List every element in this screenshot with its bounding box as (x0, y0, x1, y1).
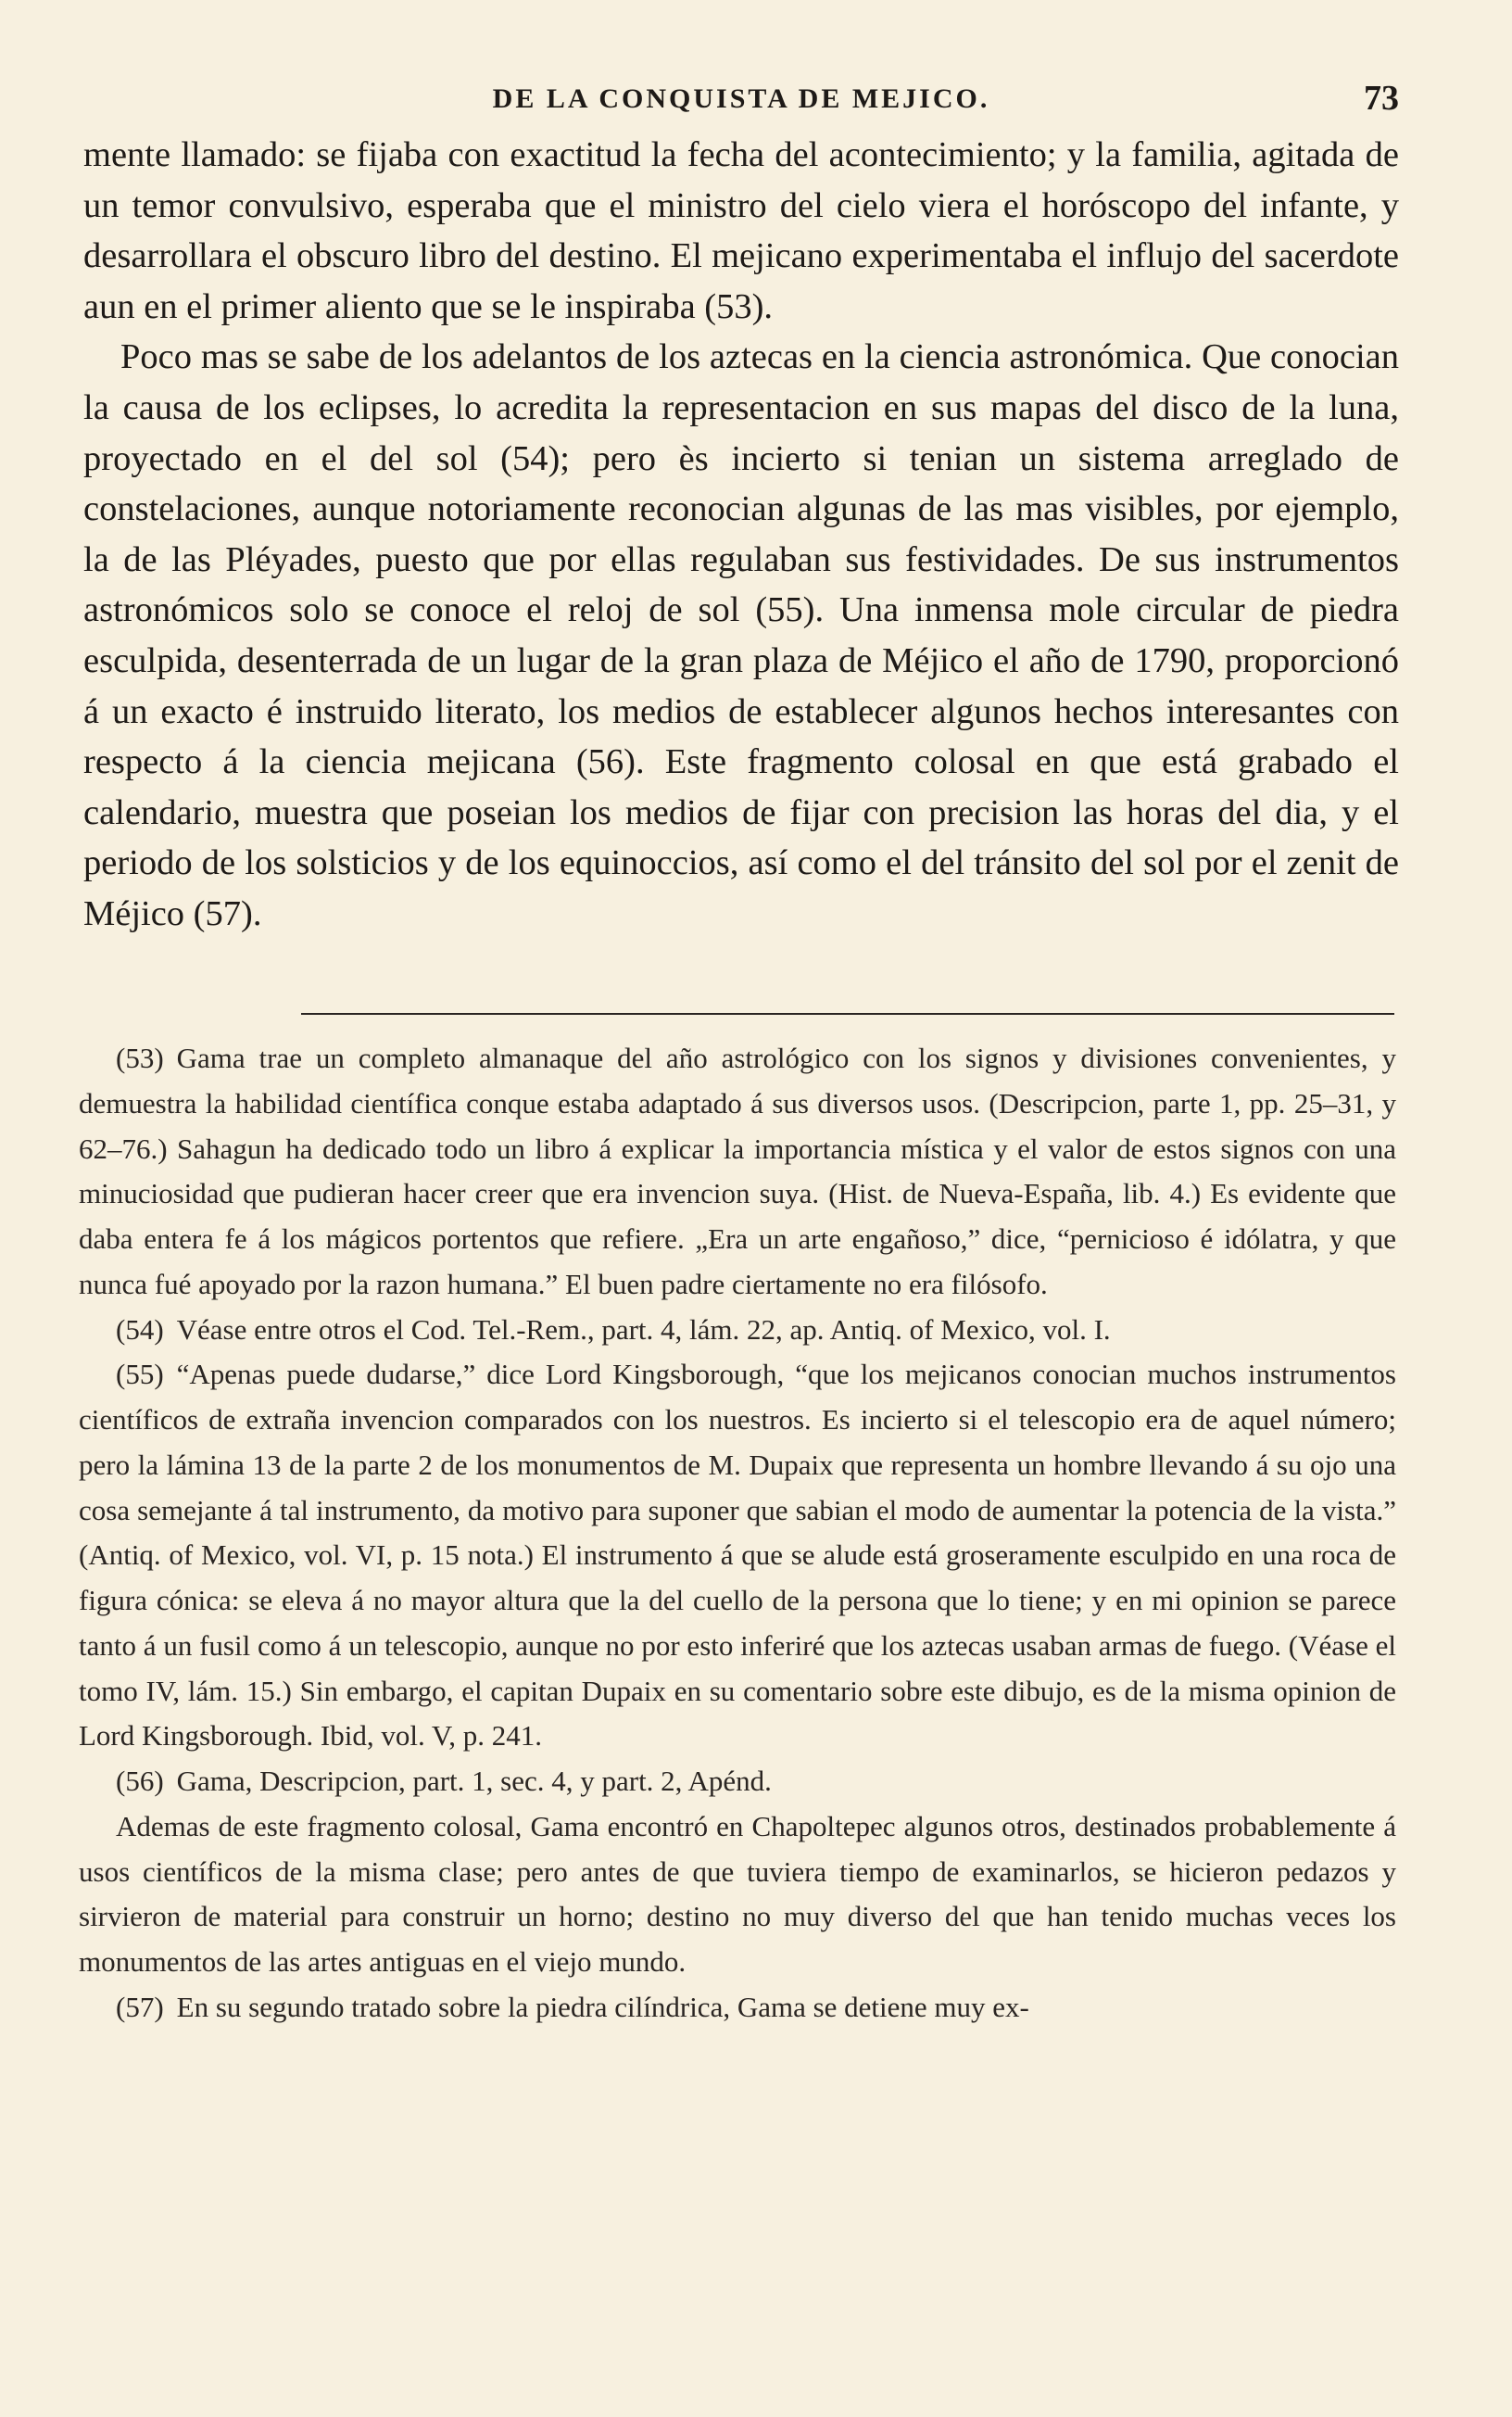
footnotes (79, 1036, 1396, 2031)
footnote (79, 1985, 1396, 2031)
footnote (79, 1036, 1396, 1308)
footnote-text: En su segundo tratado sobre la piedra cilíndrica, Gama se detiene muy ex- (176, 1990, 1029, 2023)
main-text (83, 130, 1399, 940)
footnote-text: Gama trae un completo almanaque del año astrológico con los signos y divisiones convenientes, y demuestra la habilidad científica conque estaba adaptado á sus diversos usos. (Descripcion, parte 1, pp. 25–31, y 62–76.) Sahagun ha dedicado todo un libro á explicar la importancia mística y el valor de estos signos con una minuciosidad que pudieran hacer creer que era invencion suya. (Hist. de Nueva-España, lib. 4.) Es evidente que daba entera fe á los mágicos portentos que refiere. „Era un arte engañoso,” dice, “pernicioso é idólatra, y que nunca fué apoyado por la razon humana.” El buen padre ciertamente no era filósofo. (79, 1042, 1396, 1300)
footnote-number: (57) (116, 1990, 164, 2023)
page-number: 73 (1364, 79, 1399, 118)
footnote-number: (56) (116, 1765, 164, 1797)
footnote (79, 1308, 1396, 1353)
footnote-number: (55) (116, 1358, 164, 1391)
footnote-number: (53) (116, 1042, 164, 1074)
running-title: DE LA CONQUISTA DE MEJICO. (492, 83, 990, 114)
footnote-number: (54) (116, 1312, 164, 1346)
footnote (79, 1352, 1396, 1759)
footnote-continuation (79, 1804, 1396, 1985)
body-paragraph: Poco mas se sabe de los adelantos de los aztecas en la ciencia astronómica. Que conocian la causa de los eclipses, lo acredita la representacion en sus mapas del disco de la luna, proyectado en el del sol (54); pero ès incierto si tenian un sistema arreglado de constelaciones, aunque notoriamente reconocian algunas de las mas visibles, por ejemplo, la de las Pléyades, puesto que por ellas regulaban sus festividades. De sus instrumentos astronómicos solo se conoce el reloj de sol (55). Una inmensa mole circular de piedra esculpida, desenterrada de un lugar de la gran plaza de Méjico el año de 1790, proporcionó á un exacto é instruido literato, los medios de establecer algunos hechos interesantes con respecto á la ciencia mejicana (56). Este fragmento colosal en que está grabado el calendario, muestra que poseian los medios de fijar con precision las horas del dia, y el periodo de los solsticios y de los equinoccios, así como el del tránsito del sol por el zenit de Méjico (57). (83, 337, 1399, 933)
footnote-text: Gama, Descripcion, part. 1, sec. 4, y part. 2, Apénd. (176, 1765, 772, 1797)
body-paragraph: mente llamado: se fijaba con exactitud la fecha del acontecimiento; y la familia, agitada de un temor convulsivo, esperaba que el ministro del cielo viera el horóscopo del infante, y desarrollara el obscuro libro del destino. El mejicano experimentaba el influjo del sacerdote aun en el primer aliento que se le inspiraba (53). (83, 135, 1399, 326)
footnote-text: “Apenas puede dudarse,” dice Lord Kingsborough, “que los mejicanos conocian muchos instrumentos científicos de extraña invencion comparados con los nuestros. Es incierto si el telescopio era de aquel número; pero la lámina 13 de la parte 2 de los monumentos de M. Dupaix que representa un hombre llevando á su ojo una cosa semejante á tal instrumento, da motivo para suponer que sabian el modo de aumentar la potencia de la vista.” (Antiq. of Mexico, vol. VI, p. 15 nota.) El instrumento á que se alude está groseramente esculpido en una roca de figura cónica: se eleva á no mayor altura que la del cuello de la persona que lo tiene; y en mi opinion se parece tanto á un fusil como á un telescopio, aunque no por esto inferiré que los aztecas usaban armas de fuego. (Véase el tomo IV, lám. 15.) Sin embargo, el capitan Dupaix en su comentario sobre este dibujo, es de la misma opinion de Lord Kingsborough. Ibid, vol. V, p. 241. (79, 1358, 1396, 1753)
footnote-text: Véase entre otros el Cod. Tel.-Rem., part. 4, lám. 22, ap. Antiq. of Mexico, vol. I. (176, 1312, 1111, 1346)
footnote (79, 1759, 1396, 1804)
footnote-separator-rule (301, 1013, 1394, 1015)
footnote-text: Ademas de este fragmento colosal, Gama encontró en Chapoltepec algunos otros, destinados probablemente á usos científicos de la misma clase; pero antes de que tuviera tiempo de examinarlos, se hicieron pedazos y sirvieron de material para construir un horno; destino no muy diverso del que han tenido muchas veces los monumentos de las artes antiguas en el viejo mundo. (79, 1809, 1396, 1978)
page-header (83, 79, 1399, 130)
